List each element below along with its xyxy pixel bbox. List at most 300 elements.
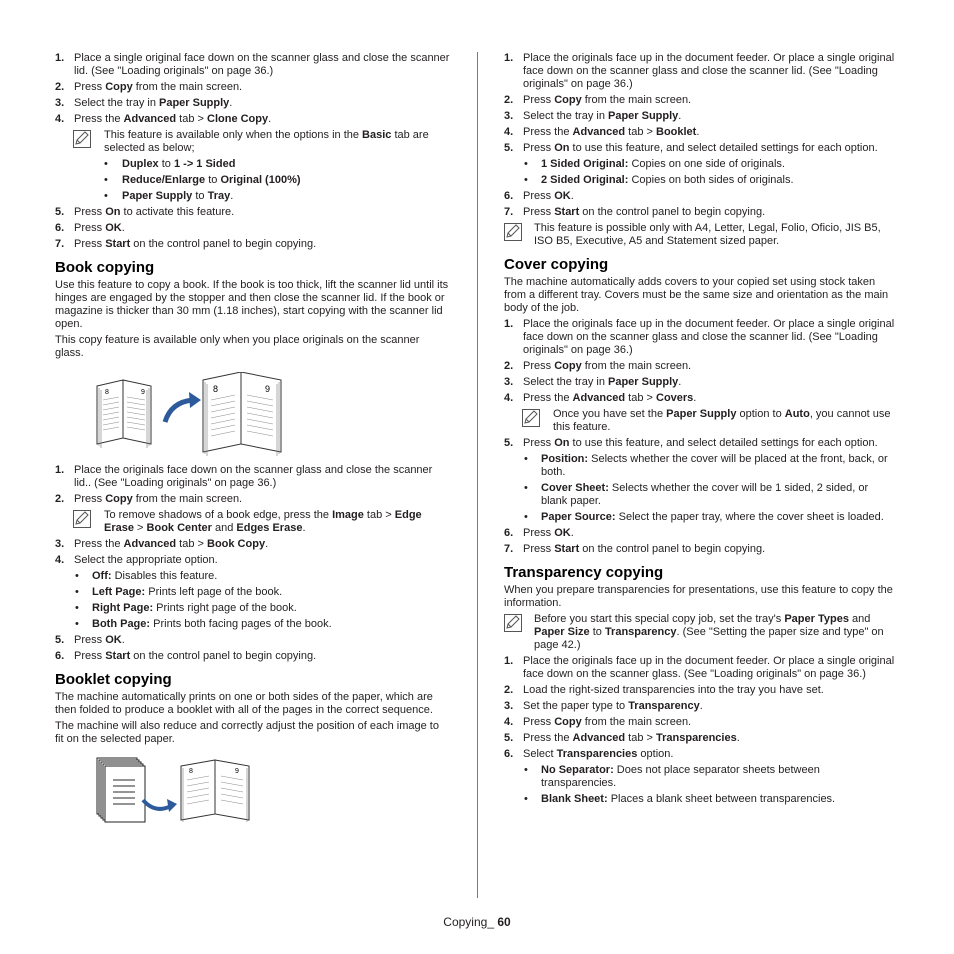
text-run: to [158, 158, 174, 170]
bold-term: Paper Source: [541, 511, 616, 523]
bold-term: Start [105, 650, 131, 662]
step-number: 1. [55, 52, 65, 64]
text-run: Press the [74, 538, 124, 550]
step-text [523, 206, 765, 218]
text-run: . [265, 538, 269, 550]
book-copying-steps-2 [55, 538, 450, 567]
text-run: Selects whether the cover will be 1 sided, 2 sided, or blank paper. [541, 482, 869, 507]
bullet-item [504, 511, 897, 524]
step-number: 3. [55, 97, 65, 109]
list-item [504, 94, 897, 107]
bold-term: 1 Sided Original: [541, 158, 629, 170]
booklet-copying-steps-2 [504, 190, 897, 219]
list-item [55, 81, 450, 94]
bold-term: Tray [207, 190, 231, 202]
text-run: Place the originals face up in the document feeder. Or place a single original face down on the scanner glass. (See "Loading originals" on page 36.) [523, 655, 895, 680]
text-run: Press [74, 81, 106, 93]
text-run: . [268, 113, 272, 125]
bold-term: Cover Sheet: [541, 482, 609, 494]
bullet-icon: • [75, 602, 79, 614]
bold-term: Image [332, 509, 364, 521]
bold-term: Edges Erase [236, 522, 303, 534]
step-text [523, 52, 894, 90]
transparency-copying-heading: Transparency copying [504, 564, 664, 581]
text-run: Select the paper tray, where the cover sheet is loaded. [615, 511, 884, 523]
text-run: Select the tray in [74, 97, 159, 109]
transparency-copying-options [504, 764, 897, 806]
book-copying-note [55, 509, 450, 535]
text-run: Select the tray in [523, 376, 608, 388]
bullet-item [55, 570, 450, 583]
step-text [523, 684, 824, 696]
bullet-item [55, 602, 450, 615]
arrow-head-icon [189, 392, 201, 408]
bold-term: On [105, 206, 121, 218]
step-number: 5. [504, 437, 514, 449]
step-number: 5. [55, 634, 65, 646]
transparency-copying-note [504, 613, 897, 652]
bold-term: Advanced [123, 538, 177, 550]
bullet-text [541, 764, 820, 789]
step-text [74, 493, 242, 505]
bold-term: Start [105, 238, 131, 250]
text-run: Place the originals face down on the scanner glass and close the scanner lid.. (See "Loading originals" on page 36.) [74, 464, 433, 489]
step-number: 6. [504, 748, 514, 760]
text-run: Disables this feature. [111, 570, 218, 582]
step-number: 1. [55, 464, 65, 476]
text-run: . [230, 190, 234, 202]
bullet-item [104, 158, 450, 171]
text-run: tab > [625, 126, 656, 138]
step-text [523, 392, 696, 404]
text-run: Prints both facing pages of the book. [150, 618, 332, 630]
text-run: on the control panel to begin copying. [130, 238, 317, 250]
bold-term: Position: [541, 453, 589, 465]
bold-term: Off: [92, 570, 112, 582]
list-item [504, 392, 897, 405]
text-run: Press [523, 206, 555, 218]
list-item [504, 360, 897, 373]
bullet-icon: • [524, 453, 528, 465]
text-run: Set the paper type to [523, 700, 629, 712]
text-run: Press [74, 650, 106, 662]
cover-copying-steps [504, 318, 897, 405]
text-run: . [121, 634, 125, 646]
book-copying-availability: This copy feature is available only when you place originals on the scanner glass. [55, 334, 420, 359]
bullet-item [504, 793, 897, 806]
text-run: . [678, 110, 682, 122]
bold-term: Book Copy [207, 538, 266, 550]
step-text [523, 732, 740, 744]
bullet-icon: • [104, 174, 108, 186]
small-book-image [97, 380, 151, 448]
step-number: 1. [504, 52, 514, 64]
text-run: Before you start this special copy job, set the tray's [534, 613, 785, 625]
bold-term: Advanced [572, 126, 626, 138]
small-book-right-page-number: 9 [141, 389, 145, 396]
arrow-icon [165, 400, 193, 422]
bullet-item [504, 158, 897, 171]
note-icon [504, 614, 522, 632]
bullet-icon: • [524, 174, 528, 186]
bullet-icon: • [524, 158, 528, 170]
transparency-copying-intro: When you prepare transparencies for presentations, use this feature to copy the information. [504, 584, 893, 609]
clone-copy-steps [55, 52, 450, 126]
bold-term: Paper Supply [608, 376, 679, 388]
step-text [523, 142, 878, 154]
text-run: Press the [523, 392, 573, 404]
text-run: . [693, 392, 697, 404]
cover-copying-options [504, 453, 897, 524]
bold-term: Book Center [146, 522, 212, 534]
text-run: Press [74, 238, 106, 250]
text-run: Press [523, 360, 555, 372]
cover-copying-steps-2 [504, 437, 897, 450]
bold-term: Paper Supply [608, 110, 679, 122]
booklet-illustration [55, 756, 450, 826]
bullet-text [541, 511, 884, 523]
large-book-image [203, 372, 281, 456]
text-run: Press [74, 493, 106, 505]
text-run: Once you have set the [553, 408, 667, 420]
clone-note-text [104, 129, 450, 155]
text-run: Prints right page of the book. [153, 602, 297, 614]
bullet-item [55, 618, 450, 631]
bold-term: Copy [554, 94, 582, 106]
text-run: option. [637, 748, 674, 760]
step-number: 6. [55, 222, 65, 234]
bullet-text [541, 793, 835, 805]
booklet-copying-steps [504, 52, 897, 155]
bullet-text [92, 618, 332, 630]
step-number: 3. [504, 700, 514, 712]
list-item [504, 527, 897, 540]
text-run: > [133, 522, 147, 534]
bold-term: Left Page: [92, 586, 146, 598]
text-run: to use this feature, and select detailed settings for each option. [569, 142, 878, 154]
text-run: Select [523, 748, 557, 760]
bullet-item [104, 190, 450, 203]
book-copying-steps [55, 464, 450, 506]
booklet-copying-heading: Booklet copying [55, 671, 172, 688]
step-text [74, 206, 234, 218]
bullet-text [541, 482, 868, 507]
step-number: 2. [504, 94, 514, 106]
cover-copying-intro: The machine automatically adds covers to your copied set using stock taken from a different tray. Covers must be the same size and orientation as the main body of the job. [504, 276, 889, 314]
bold-term: Paper Supply [122, 190, 193, 202]
text-run: tab > [363, 509, 395, 521]
step-text [74, 52, 449, 77]
bold-term: Original (100%) [220, 174, 301, 186]
text-run: . [678, 376, 682, 388]
note-icon [504, 223, 522, 241]
list-item [504, 142, 897, 155]
text-run: Press the [523, 126, 573, 138]
bold-term: Transparency [628, 700, 700, 712]
bold-term: Duplex [122, 158, 159, 170]
bold-term: Advanced [572, 392, 626, 404]
list-item [55, 206, 450, 219]
note-icon [522, 409, 540, 427]
step-number: 3. [504, 376, 514, 388]
text-run: Press [523, 94, 555, 106]
step-text [74, 538, 268, 550]
open-booklet-image [181, 760, 249, 822]
text-run: Press [523, 142, 555, 154]
clone-copy-note [55, 129, 450, 203]
step-number: 4. [55, 113, 65, 125]
step-number: 7. [504, 543, 514, 555]
text-run: Place a single original face down on the scanner glass and close the scanner lid. (See "Loading originals" on page 36.) [74, 52, 450, 77]
bold-term: OK [554, 527, 571, 539]
text-run: Place the originals face up in the document feeder. Or place a single original face down on the scanner glass and close the scanner lid. (See "Loading originals" on page 36.) [523, 318, 895, 356]
book-copy-figure-svg [93, 372, 293, 458]
book-copy-illustration [55, 372, 450, 458]
bullet-icon: • [75, 570, 79, 582]
bold-term: 1 -> 1 Sided [173, 158, 236, 170]
step-text [523, 543, 765, 555]
bullet-icon: • [75, 586, 79, 598]
text-run: to activate this feature. [120, 206, 235, 218]
list-item [55, 238, 450, 251]
column-divider [477, 52, 478, 898]
text-run: Press [74, 206, 106, 218]
arrow-icon [143, 800, 171, 809]
booklet-note-text [534, 222, 897, 248]
step-text [523, 700, 703, 712]
bullet-icon: • [524, 482, 528, 494]
bullet-icon: • [524, 511, 528, 523]
list-item [55, 113, 450, 126]
bold-term: Basic [362, 129, 392, 141]
step-number: 7. [55, 238, 65, 250]
text-run: on the control panel to begin copying. [130, 650, 317, 662]
text-run: , you cannot use this feature. [553, 408, 891, 433]
bold-term: Copy [105, 493, 133, 505]
cover-copying-note [504, 408, 897, 434]
step-text [74, 634, 125, 646]
text-run: . [302, 522, 306, 534]
bold-term: 2 Sided Original: [541, 174, 629, 186]
step-number: 1. [504, 318, 514, 330]
bullet-item [504, 482, 897, 508]
step-number: 4. [55, 554, 65, 566]
text-run: Press [523, 527, 555, 539]
bold-term: Advanced [123, 113, 177, 125]
step-number: 2. [55, 81, 65, 93]
text-run: to use this feature, and select detailed settings for each option. [569, 437, 878, 449]
bold-term: OK [105, 222, 122, 234]
text-run: from the main screen. [581, 716, 692, 728]
text-run: . [570, 527, 574, 539]
text-run: . [699, 700, 703, 712]
text-run: Selects whether the cover will be placed at the front, back, or both. [541, 453, 888, 478]
text-run: option to [736, 408, 785, 420]
step-text [523, 126, 699, 138]
bold-term: Reduce/Enlarge [122, 174, 206, 186]
booklet-left-page-number: 8 [189, 768, 193, 775]
bullet-icon: • [524, 793, 528, 805]
step-text [74, 97, 232, 109]
bullet-text [92, 602, 297, 614]
list-item [504, 732, 897, 745]
booklet-figure-svg [93, 756, 263, 826]
note-icon [73, 510, 91, 528]
transparency-note-text [534, 613, 897, 652]
book-copying-intro: Use this feature to copy a book. If the book is too thick, lift the scanner lid until its hinges are engaged by the stopper and then close the scanner lid. If the book or magazine is thicker than 30 mm (1.18 inches), start copying with the scanner lid open. [55, 279, 449, 330]
bold-term: Start [554, 206, 580, 218]
list-item [504, 655, 897, 681]
step-text [523, 748, 673, 760]
step-number: 4. [504, 126, 514, 138]
text-run: on the control panel to begin copying. [579, 206, 766, 218]
step-number: 2. [504, 684, 514, 696]
step-text [523, 94, 691, 106]
cover-note-text [553, 408, 897, 434]
step-text [523, 655, 894, 680]
bullet-text [541, 174, 794, 186]
step-number: 7. [504, 206, 514, 218]
bold-term: Blank Sheet: [541, 793, 608, 805]
step-text [74, 650, 316, 662]
text-run: To remove shadows of a book edge, press the [104, 509, 333, 521]
step-text [74, 81, 242, 93]
text-run: . [696, 126, 700, 138]
text-run: This feature is possible only with A4, Letter, Legal, Folio, Oficio, JIS B5, ISO B5, Executive, A5 and Statement sized paper. [534, 222, 881, 247]
text-run: to [205, 174, 221, 186]
list-item [504, 716, 897, 729]
step-number: 2. [55, 493, 65, 505]
bold-term: Transparencies [556, 748, 638, 760]
page-footer [0, 915, 954, 929]
step-text [74, 222, 125, 234]
list-item [504, 206, 897, 219]
bold-term: On [554, 437, 570, 449]
list-item [504, 318, 897, 357]
list-item [55, 634, 450, 647]
large-book-right-page-number: 9 [265, 384, 271, 394]
step-number: 5. [55, 206, 65, 218]
bold-term: Paper Size [534, 626, 590, 638]
bold-term: Paper Supply [666, 408, 737, 420]
bold-term: No Separator: [541, 764, 614, 776]
bullet-text [122, 190, 233, 202]
bold-term: Paper Supply [159, 97, 230, 109]
list-item [55, 97, 450, 110]
step-text [74, 554, 218, 566]
bullet-text [541, 158, 785, 170]
list-item [504, 543, 897, 556]
bullet-item [504, 764, 897, 790]
bullet-text [122, 158, 235, 170]
bullet-text [92, 570, 217, 582]
list-item [55, 493, 450, 506]
bold-term: Transparency [604, 626, 677, 638]
step-text [523, 190, 574, 202]
text-run: and [848, 613, 871, 625]
bullet-item [504, 174, 897, 187]
book-copying-options [55, 570, 450, 631]
bullet-icon: • [104, 190, 108, 202]
arrow-head-icon [167, 799, 177, 812]
cover-copying-steps-3 [504, 527, 897, 556]
step-number: 4. [504, 392, 514, 404]
page-stack-image [97, 758, 145, 822]
booklet-copying-options [504, 158, 897, 187]
bold-term: Right Page: [92, 602, 154, 614]
list-item [504, 748, 897, 761]
bullet-icon: • [75, 618, 79, 630]
bullet-text [92, 586, 282, 598]
text-run: . [121, 222, 125, 234]
step-number: 6. [504, 190, 514, 202]
text-run: Load the right-sized transparencies into the tray you have set. [523, 684, 824, 696]
step-number: 1. [504, 655, 514, 667]
list-item [504, 126, 897, 139]
text-run: . [229, 97, 233, 109]
book-copying-steps-3 [55, 634, 450, 663]
step-text [523, 360, 691, 372]
note-icon [73, 130, 91, 148]
text-run: to [192, 190, 208, 202]
bold-term: Copy [554, 360, 582, 372]
large-book-left-page-number: 8 [213, 384, 219, 394]
text-run: tab > [176, 113, 207, 125]
step-text [523, 318, 894, 356]
small-book-left-page-number: 8 [105, 389, 109, 396]
step-number: 3. [55, 538, 65, 550]
text-run: Press the [523, 732, 573, 744]
list-item [55, 650, 450, 663]
step-number: 6. [55, 650, 65, 662]
bullet-text [541, 453, 888, 478]
step-number: 3. [504, 110, 514, 122]
text-run: Prints left page of the book. [145, 586, 283, 598]
list-item [55, 52, 450, 78]
text-run: tab > [625, 392, 656, 404]
text-run: This feature is available only when the options in the [104, 129, 363, 141]
text-run: Does not place separator sheets between transparencies. [541, 764, 820, 789]
text-run: . [570, 190, 574, 202]
bold-term: Clone Copy [207, 113, 269, 125]
step-number: 5. [504, 142, 514, 154]
bold-term: Transparencies [656, 732, 737, 744]
step-text [74, 238, 316, 250]
bullet-item [55, 586, 450, 599]
text-run: . [736, 732, 740, 744]
text-run: from the main screen. [132, 493, 243, 505]
footer-section-name: Copying_ [443, 915, 498, 929]
bold-term: Covers [656, 392, 694, 404]
text-run: Select the tray in [523, 110, 608, 122]
bullet-icon: • [524, 764, 528, 776]
bold-term: Advanced [572, 732, 626, 744]
bold-term: Both Page: [92, 618, 151, 630]
text-run: from the main screen. [581, 94, 692, 106]
list-item [504, 376, 897, 389]
clone-note-bullets [104, 158, 450, 203]
step-text [523, 110, 681, 122]
bullet-item [104, 174, 450, 187]
list-item [55, 554, 450, 567]
step-number: 2. [504, 360, 514, 372]
text-run: Press [523, 190, 555, 202]
book-note-text [104, 509, 450, 535]
transparency-copying-steps [504, 655, 897, 761]
text-run: tab > [176, 538, 207, 550]
bold-term: Auto [784, 408, 810, 420]
left-column [55, 52, 450, 832]
